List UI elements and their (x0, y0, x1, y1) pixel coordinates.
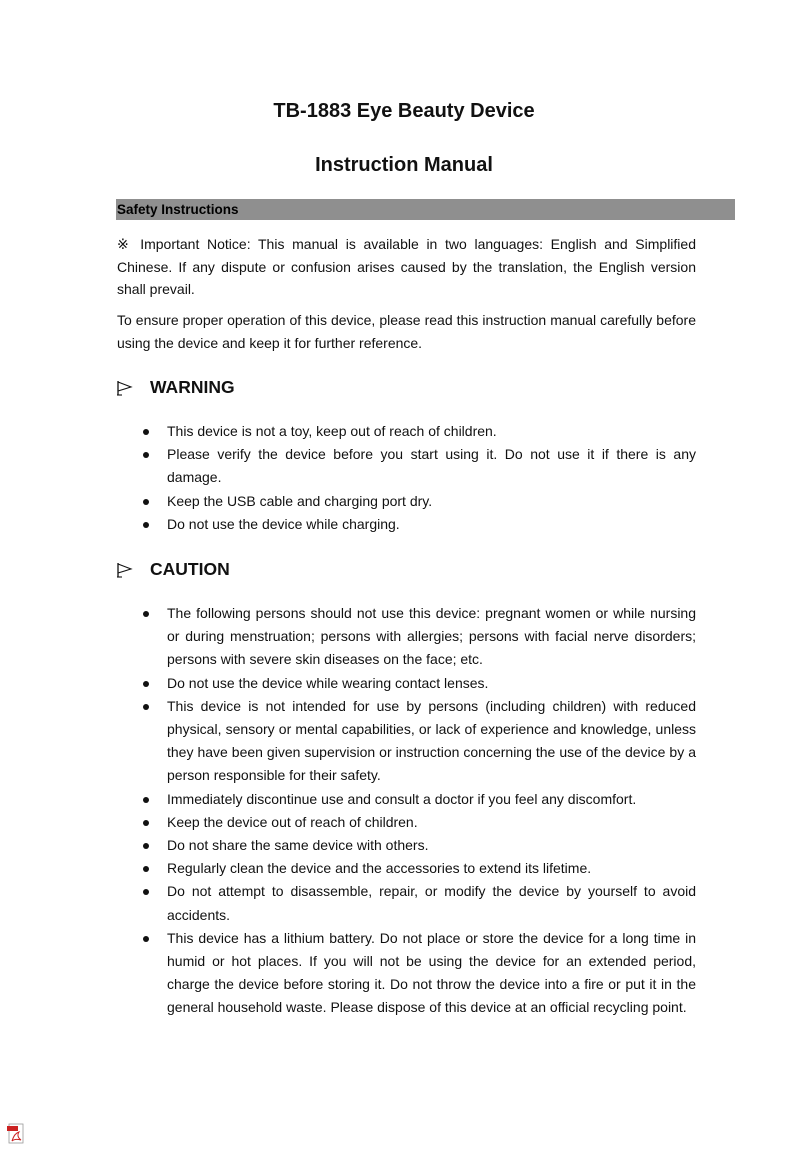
intro-paragraph: To ensure proper operation of this device, please read this instruction manual carefully before using the device and keep it for further reference. (117, 312, 696, 351)
list-item: Immediately discontinue use and consult a doctor if you feel any discomfort. (140, 788, 696, 811)
bullet-icon (143, 889, 149, 895)
list-item: Do not share the same device with others. (140, 834, 696, 857)
section-label: Safety Instructions (117, 202, 239, 217)
list-item: Do not attempt to disassemble, repair, or modify the device by yourself to avoid accidents. (140, 880, 696, 926)
bullet-icon (143, 866, 149, 872)
document-title: TB-1883 Eye Beauty Device (273, 100, 535, 122)
list-item: Do not use the device while charging. (140, 513, 696, 536)
bullet-icon (143, 429, 149, 435)
list-item: Keep the device out of reach of children. (140, 811, 696, 834)
section-bar-safety (116, 199, 735, 220)
list-item: This device is not a toy, keep out of reach of children. (140, 420, 696, 443)
caution-heading (116, 557, 230, 581)
document-subtitle: Instruction Manual (315, 154, 493, 176)
bullet-icon (143, 611, 149, 617)
caution-list (140, 602, 696, 1020)
bullet-icon (143, 704, 149, 710)
bullet-icon (143, 936, 149, 942)
bullet-icon (143, 820, 149, 826)
list-item: Regularly clean the device and the accessories to extend its lifetime. (140, 857, 696, 880)
warning-list (140, 420, 696, 536)
important-notice: ※ Important Notice: This manual is available in two languages: English and Simplified Chinese. If any dispute or confusion arises caused by the translation, the English version shall prevail. (117, 236, 696, 297)
list-item: The following persons should not use this device: pregnant women or while nursing or during menstruation; persons with allergies; persons with facial nerve disorders; persons with severe skin diseases on the face; etc. (140, 602, 696, 672)
bullet-icon (143, 452, 149, 458)
bullet-icon (143, 681, 149, 687)
flag-icon (116, 380, 150, 396)
pdf-icon[interactable] (6, 1123, 26, 1145)
list-item: Do not use the device while wearing contact lenses. (140, 672, 696, 695)
bullet-icon (143, 522, 149, 528)
warning-heading (116, 375, 235, 399)
list-item: Please verify the device before you start using it. Do not use it if there is any damage. (140, 443, 696, 489)
bullet-icon (143, 797, 149, 803)
list-item: This device is not intended for use by persons (including children) with reduced physical, sensory or mental capabilities, or lack of experience and knowledge, unless they have been given supervision or instruction concerning the use of the device by a person responsible for their safety. (140, 695, 696, 788)
flag-icon (116, 562, 150, 578)
caution-heading-label: CAUTION (150, 559, 230, 579)
list-item: This device has a lithium battery. Do not place or store the device for a long time in humid or hot places. If you will not be using the device for an extended period, charge the device before storing it. Do not throw the device into a fire or put it in the general household waste. Please dispose of this device at an official recycling point. (140, 927, 696, 1020)
list-item: Keep the USB cable and charging port dry. (140, 490, 696, 513)
bullet-icon (143, 843, 149, 849)
bullet-icon (143, 499, 149, 505)
warning-heading-label: WARNING (150, 377, 235, 397)
